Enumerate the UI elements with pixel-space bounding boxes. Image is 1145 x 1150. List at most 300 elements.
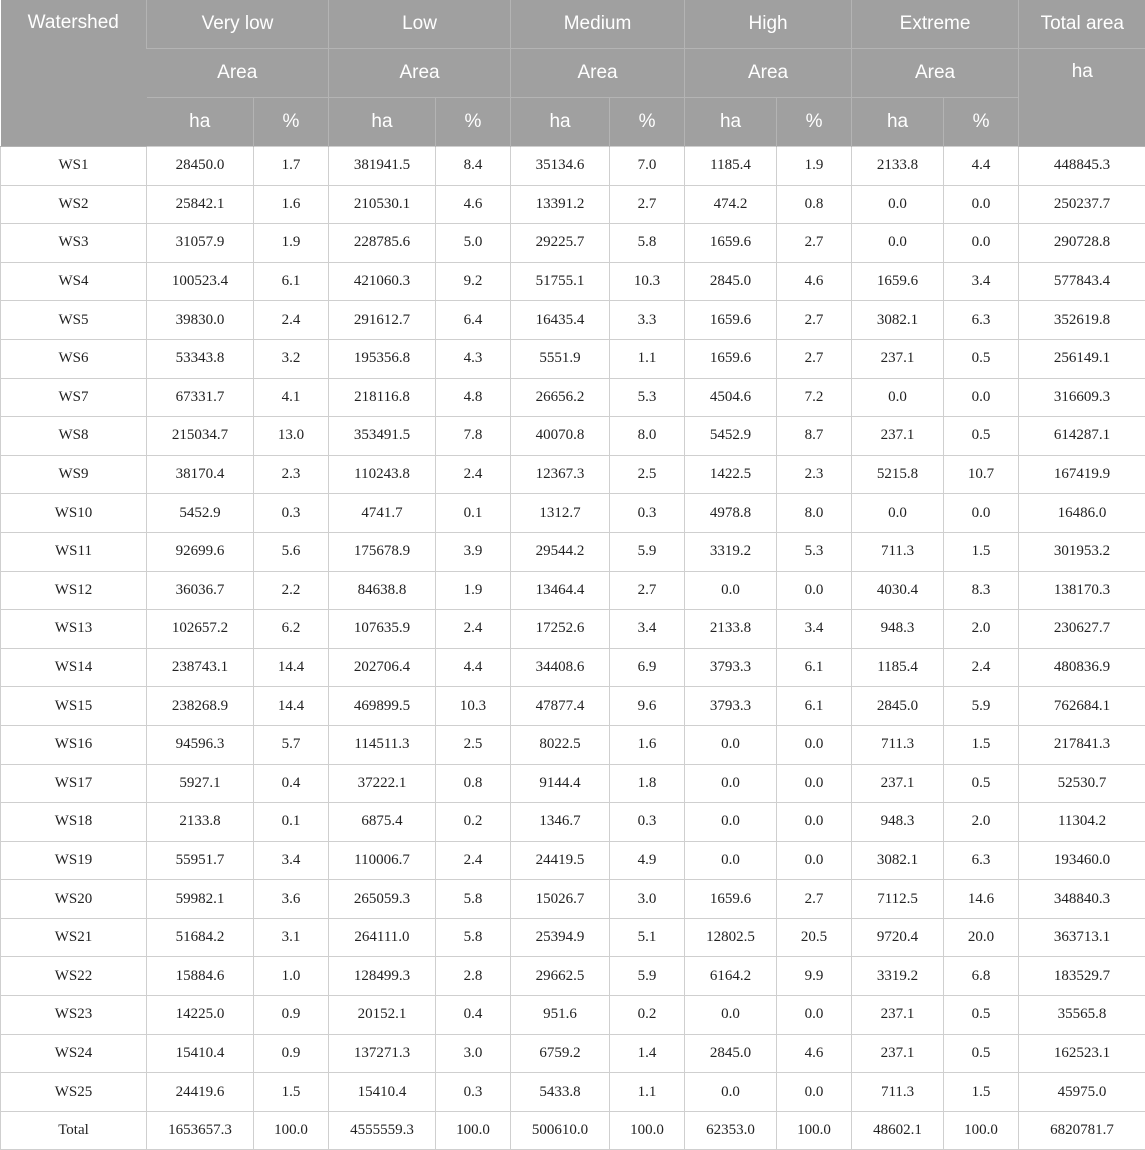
table-cell: 0.0 — [944, 378, 1019, 417]
table-cell: 614287.1 — [1019, 417, 1145, 456]
table-cell: 0.0 — [685, 996, 777, 1035]
table-cell: 0.4 — [254, 764, 329, 803]
table-cell: 1659.6 — [852, 262, 944, 301]
table-cell: 3082.1 — [852, 301, 944, 340]
table-cell: 951.6 — [511, 996, 610, 1035]
col-header-low: Low — [329, 0, 511, 49]
table-cell: 3793.3 — [685, 687, 777, 726]
table-cell: 47877.4 — [511, 687, 610, 726]
table-cell: 1653657.3 — [147, 1111, 254, 1150]
table-cell: 15884.6 — [147, 957, 254, 996]
table-cell: 5.9 — [944, 687, 1019, 726]
table-cell: 38170.4 — [147, 455, 254, 494]
table-cell: 8.0 — [777, 494, 852, 533]
table-cell: 1.5 — [944, 725, 1019, 764]
watershed-cell: WS25 — [1, 1073, 147, 1112]
table-cell: 9144.4 — [511, 764, 610, 803]
table-cell: 1659.6 — [685, 224, 777, 263]
table-cell: 9.2 — [436, 262, 511, 301]
table-cell: 218116.8 — [329, 378, 436, 417]
table-cell: 3.1 — [254, 918, 329, 957]
table-cell: 4.9 — [610, 841, 685, 880]
table-cell: 291612.7 — [329, 301, 436, 340]
table-cell: 24419.5 — [511, 841, 610, 880]
table-cell: 3.4 — [944, 262, 1019, 301]
table-cell: 4.8 — [436, 378, 511, 417]
table-cell: 10.3 — [436, 687, 511, 726]
table-cell: 26656.2 — [511, 378, 610, 417]
unit-ha: ha — [852, 98, 944, 147]
table-cell: 265059.3 — [329, 880, 436, 919]
table-cell: 2.2 — [254, 571, 329, 610]
table-cell: 8.4 — [436, 147, 511, 186]
table-cell: 469899.5 — [329, 687, 436, 726]
table-cell: 0.0 — [777, 841, 852, 880]
table-cell: 24419.6 — [147, 1073, 254, 1112]
table-cell: 0.9 — [254, 996, 329, 1035]
table-cell: 5.9 — [610, 532, 685, 571]
table-cell: 5.8 — [610, 224, 685, 263]
watershed-cell: WS7 — [1, 378, 147, 417]
table-cell: 2.4 — [436, 455, 511, 494]
header-row-area — [1, 49, 1145, 98]
table-cell: 2.5 — [436, 725, 511, 764]
table-cell: 0.0 — [944, 224, 1019, 263]
table-cell: 102657.2 — [147, 610, 254, 649]
table-cell: 0.3 — [610, 803, 685, 842]
table-cell: 0.5 — [944, 764, 1019, 803]
area-label: Area — [147, 49, 329, 98]
table-cell: 17252.6 — [511, 610, 610, 649]
table-row — [1, 648, 1145, 687]
table-cell: 193460.0 — [1019, 841, 1145, 880]
table-cell: 0.2 — [610, 996, 685, 1035]
table-cell: 316609.3 — [1019, 378, 1145, 417]
table-cell: 12367.3 — [511, 455, 610, 494]
table-cell: 29225.7 — [511, 224, 610, 263]
table-cell: 2.7 — [777, 339, 852, 378]
table-cell: 3.2 — [254, 339, 329, 378]
table-cell: 110006.7 — [329, 841, 436, 880]
table-cell: 2845.0 — [685, 262, 777, 301]
table-cell: 7.2 — [777, 378, 852, 417]
table-cell: 1.5 — [944, 532, 1019, 571]
table-cell: 15026.7 — [511, 880, 610, 919]
table-row — [1, 957, 1145, 996]
table-cell: 3319.2 — [852, 957, 944, 996]
table-cell: 53343.8 — [147, 339, 254, 378]
table-cell: 100.0 — [436, 1111, 511, 1150]
table-cell: 6.3 — [944, 301, 1019, 340]
table-cell: 6.3 — [944, 841, 1019, 880]
table-cell: 67331.7 — [147, 378, 254, 417]
unit-percent: % — [436, 98, 511, 147]
table-cell: 0.8 — [436, 764, 511, 803]
table-cell: 237.1 — [852, 996, 944, 1035]
watershed-cell: WS2 — [1, 185, 147, 224]
table-row — [1, 147, 1145, 186]
table-cell: 2.7 — [777, 301, 852, 340]
table-cell: 6.1 — [777, 687, 852, 726]
table-cell: 237.1 — [852, 1034, 944, 1073]
table-cell: 230627.7 — [1019, 610, 1145, 649]
table-cell: 100.0 — [610, 1111, 685, 1150]
table-cell: 55951.7 — [147, 841, 254, 880]
table-cell: 0.3 — [254, 494, 329, 533]
watershed-cell: WS23 — [1, 996, 147, 1035]
table-cell: 0.3 — [610, 494, 685, 533]
table-cell: 0.3 — [436, 1073, 511, 1112]
table-cell: 238743.1 — [147, 648, 254, 687]
table-row — [1, 1034, 1145, 1073]
total-unit-label: ha — [1019, 49, 1145, 147]
watershed-cell: WS24 — [1, 1034, 147, 1073]
table-cell: 25394.9 — [511, 918, 610, 957]
table-header — [1, 0, 1145, 147]
table-cell: 4030.4 — [852, 571, 944, 610]
table-cell: 138170.3 — [1019, 571, 1145, 610]
table-cell: 237.1 — [852, 764, 944, 803]
table-cell: 5.7 — [254, 725, 329, 764]
col-header-extreme: Extreme — [852, 0, 1019, 49]
watershed-cell: WS17 — [1, 764, 147, 803]
table-cell: 5.1 — [610, 918, 685, 957]
table-cell: 20152.1 — [329, 996, 436, 1035]
table-row — [1, 494, 1145, 533]
table-cell: 1.9 — [436, 571, 511, 610]
table-cell: 474.2 — [685, 185, 777, 224]
table-cell: 0.0 — [852, 494, 944, 533]
table-cell: 0.0 — [944, 185, 1019, 224]
table-cell: 0.5 — [944, 996, 1019, 1035]
table-row — [1, 841, 1145, 880]
table-row — [1, 610, 1145, 649]
table-cell: 237.1 — [852, 417, 944, 456]
table-cell: 0.0 — [685, 841, 777, 880]
watershed-cell: WS3 — [1, 224, 147, 263]
table-cell: 2133.8 — [147, 803, 254, 842]
table-cell: 0.1 — [436, 494, 511, 533]
table-cell: 5.8 — [436, 918, 511, 957]
table-cell: 1185.4 — [852, 648, 944, 687]
watershed-cell: WS14 — [1, 648, 147, 687]
table-row — [1, 224, 1145, 263]
table-cell: 13464.4 — [511, 571, 610, 610]
table-cell: 210530.1 — [329, 185, 436, 224]
total-row — [1, 1111, 1145, 1150]
table-cell: 0.2 — [436, 803, 511, 842]
table-cell: 0.0 — [777, 996, 852, 1035]
area-label: Area — [852, 49, 1019, 98]
table-cell: 7.8 — [436, 417, 511, 456]
table-cell: 4.1 — [254, 378, 329, 417]
table-cell: 29544.2 — [511, 532, 610, 571]
watershed-cell: WS11 — [1, 532, 147, 571]
table-cell: 0.0 — [777, 1073, 852, 1112]
unit-ha: ha — [685, 98, 777, 147]
table-cell: 2.4 — [254, 301, 329, 340]
table-cell: 2.0 — [944, 803, 1019, 842]
table-cell: 16486.0 — [1019, 494, 1145, 533]
table-cell: 0.0 — [685, 1073, 777, 1112]
table-cell: 2.5 — [610, 455, 685, 494]
table-row — [1, 996, 1145, 1035]
table-cell: 6164.2 — [685, 957, 777, 996]
table-cell: 10.3 — [610, 262, 685, 301]
table-cell: 175678.9 — [329, 532, 436, 571]
table-cell: 7112.5 — [852, 880, 944, 919]
table-cell: 2.4 — [944, 648, 1019, 687]
table-cell: 3.0 — [610, 880, 685, 919]
table-cell: 4.6 — [436, 185, 511, 224]
watershed-cell: WS21 — [1, 918, 147, 957]
table-cell: 0.5 — [944, 1034, 1019, 1073]
table-cell: 59982.1 — [147, 880, 254, 919]
table-cell: 16435.4 — [511, 301, 610, 340]
table-cell: 352619.8 — [1019, 301, 1145, 340]
table-cell: 183529.7 — [1019, 957, 1145, 996]
table-cell: 5452.9 — [685, 417, 777, 456]
table-cell: 1.5 — [944, 1073, 1019, 1112]
table-cell: 0.0 — [777, 725, 852, 764]
table-cell: 28450.0 — [147, 147, 254, 186]
watershed-cell: WS5 — [1, 301, 147, 340]
table-cell: 167419.9 — [1019, 455, 1145, 494]
table-cell: 6.1 — [254, 262, 329, 301]
table-cell: 20.5 — [777, 918, 852, 957]
table-cell: 29662.5 — [511, 957, 610, 996]
table-cell: 4741.7 — [329, 494, 436, 533]
table-cell: 92699.6 — [147, 532, 254, 571]
table-cell: 215034.7 — [147, 417, 254, 456]
table-cell: 1.6 — [610, 725, 685, 764]
table-cell: 6.2 — [254, 610, 329, 649]
table-cell: 1.9 — [254, 224, 329, 263]
table-cell: 37222.1 — [329, 764, 436, 803]
table-cell: 5452.9 — [147, 494, 254, 533]
table-cell: 711.3 — [852, 725, 944, 764]
table-row — [1, 803, 1145, 842]
unit-ha: ha — [329, 98, 436, 147]
table-cell: 0.0 — [777, 571, 852, 610]
table-cell: 5.3 — [777, 532, 852, 571]
table-cell: 9.6 — [610, 687, 685, 726]
watershed-cell: WS18 — [1, 803, 147, 842]
table-cell: 0.0 — [685, 803, 777, 842]
table-cell: 6.4 — [436, 301, 511, 340]
table-cell: 195356.8 — [329, 339, 436, 378]
table-cell: 52530.7 — [1019, 764, 1145, 803]
table-cell: 2.7 — [610, 185, 685, 224]
table-cell: 0.0 — [852, 224, 944, 263]
table-cell: 448845.3 — [1019, 147, 1145, 186]
table-cell: 421060.3 — [329, 262, 436, 301]
table-cell: 8.0 — [610, 417, 685, 456]
table-cell: 202706.4 — [329, 648, 436, 687]
table-cell: 577843.4 — [1019, 262, 1145, 301]
table-cell: 6759.2 — [511, 1034, 610, 1073]
table-cell: 4504.6 — [685, 378, 777, 417]
table-cell: 348840.3 — [1019, 880, 1145, 919]
watershed-cell: WS10 — [1, 494, 147, 533]
table-body — [1, 147, 1145, 1150]
table-cell: 290728.8 — [1019, 224, 1145, 263]
table-row — [1, 455, 1145, 494]
table-cell: 2133.8 — [685, 610, 777, 649]
table-cell: 51755.1 — [511, 262, 610, 301]
table-cell: 0.0 — [777, 803, 852, 842]
col-header-watershed: Watershed — [1, 0, 147, 147]
table-cell: 381941.5 — [329, 147, 436, 186]
table-cell: 2.7 — [610, 571, 685, 610]
table-cell: 14.6 — [944, 880, 1019, 919]
table-cell: 15410.4 — [329, 1073, 436, 1112]
watershed-cell: WS12 — [1, 571, 147, 610]
table-cell: 6.8 — [944, 957, 1019, 996]
table-cell: 14225.0 — [147, 996, 254, 1035]
table-cell: 1.6 — [254, 185, 329, 224]
table-cell: 1.1 — [610, 339, 685, 378]
table-cell: 3793.3 — [685, 648, 777, 687]
header-row-categories — [1, 0, 1145, 49]
table-cell: 3082.1 — [852, 841, 944, 880]
table-cell: 2.7 — [777, 224, 852, 263]
table-cell: 2.7 — [777, 880, 852, 919]
table-cell: 1422.5 — [685, 455, 777, 494]
table-cell: 14.4 — [254, 648, 329, 687]
table-cell: 40070.8 — [511, 417, 610, 456]
table-cell: 0.1 — [254, 803, 329, 842]
table-row — [1, 378, 1145, 417]
table-cell: 6.9 — [610, 648, 685, 687]
table-cell: 9.9 — [777, 957, 852, 996]
table-cell: 100.0 — [254, 1111, 329, 1150]
unit-ha: ha — [511, 98, 610, 147]
table-row — [1, 764, 1145, 803]
table-cell: 1.8 — [610, 764, 685, 803]
table-cell: 8.3 — [944, 571, 1019, 610]
table-cell: 5551.9 — [511, 339, 610, 378]
unit-ha: ha — [147, 98, 254, 147]
table-cell: 20.0 — [944, 918, 1019, 957]
table-cell: 0.8 — [777, 185, 852, 224]
table-cell: 237.1 — [852, 339, 944, 378]
table-cell: 762684.1 — [1019, 687, 1145, 726]
unit-percent: % — [610, 98, 685, 147]
table-cell: 0.5 — [944, 339, 1019, 378]
table-cell: 5.6 — [254, 532, 329, 571]
table-cell: 1659.6 — [685, 339, 777, 378]
table-cell: 480836.9 — [1019, 648, 1145, 687]
table-cell: 0.0 — [685, 764, 777, 803]
table-row — [1, 262, 1145, 301]
table-cell: 4.6 — [777, 262, 852, 301]
table-cell: 353491.5 — [329, 417, 436, 456]
table-cell: 13391.2 — [511, 185, 610, 224]
table-cell: 301953.2 — [1019, 532, 1145, 571]
table-cell: 5.9 — [610, 957, 685, 996]
table-cell: 34408.6 — [511, 648, 610, 687]
table-row — [1, 339, 1145, 378]
table-cell: 8.7 — [777, 417, 852, 456]
table-cell: 94596.3 — [147, 725, 254, 764]
table-cell: 238268.9 — [147, 687, 254, 726]
table-cell: 2.3 — [254, 455, 329, 494]
table-row — [1, 532, 1145, 571]
table-cell: 0.5 — [944, 417, 1019, 456]
table-cell: 110243.8 — [329, 455, 436, 494]
table-cell: 12802.5 — [685, 918, 777, 957]
table-cell: 0.0 — [944, 494, 1019, 533]
table-cell: 1185.4 — [685, 147, 777, 186]
table-cell: 107635.9 — [329, 610, 436, 649]
table-cell: 1.4 — [610, 1034, 685, 1073]
table-cell: 1.1 — [610, 1073, 685, 1112]
col-header-very-low: Very low — [147, 0, 329, 49]
table-cell: 1.7 — [254, 147, 329, 186]
table-cell: 3.4 — [777, 610, 852, 649]
table-cell: 5.3 — [610, 378, 685, 417]
table-cell: 2.3 — [777, 455, 852, 494]
table-cell: 256149.1 — [1019, 339, 1145, 378]
table-cell: 4.4 — [944, 147, 1019, 186]
table-cell: 2.4 — [436, 841, 511, 880]
table-cell: 137271.3 — [329, 1034, 436, 1073]
table-row — [1, 185, 1145, 224]
table-cell: 9720.4 — [852, 918, 944, 957]
table-row — [1, 880, 1145, 919]
table-cell: 5433.8 — [511, 1073, 610, 1112]
table-cell: 7.0 — [610, 147, 685, 186]
table-cell: 62353.0 — [685, 1111, 777, 1150]
table-cell: 5927.1 — [147, 764, 254, 803]
header-row-units — [1, 98, 1145, 147]
table-row — [1, 417, 1145, 456]
table-cell: 10.7 — [944, 455, 1019, 494]
table-cell: 711.3 — [852, 532, 944, 571]
table-cell: 1.9 — [777, 147, 852, 186]
table-cell: 948.3 — [852, 803, 944, 842]
table-cell: 36036.7 — [147, 571, 254, 610]
table-cell: 6875.4 — [329, 803, 436, 842]
table-cell: 363713.1 — [1019, 918, 1145, 957]
table-row — [1, 918, 1145, 957]
table-cell: 2133.8 — [852, 147, 944, 186]
watershed-cell: WS22 — [1, 957, 147, 996]
watershed-cell: WS19 — [1, 841, 147, 880]
table-cell: 1.5 — [254, 1073, 329, 1112]
table-cell: 0.0 — [685, 571, 777, 610]
unit-percent: % — [777, 98, 852, 147]
table-cell: 1659.6 — [685, 880, 777, 919]
table-cell: 2845.0 — [685, 1034, 777, 1073]
table-cell: 25842.1 — [147, 185, 254, 224]
table-cell: 3.3 — [610, 301, 685, 340]
table-cell: 6.1 — [777, 648, 852, 687]
area-label: Area — [685, 49, 852, 98]
area-label: Area — [329, 49, 511, 98]
table-cell: 3319.2 — [685, 532, 777, 571]
table-cell: 3.9 — [436, 532, 511, 571]
table-cell: 217841.3 — [1019, 725, 1145, 764]
table-cell: 711.3 — [852, 1073, 944, 1112]
table-cell: 31057.9 — [147, 224, 254, 263]
table-cell: 51684.2 — [147, 918, 254, 957]
table-cell: 15410.4 — [147, 1034, 254, 1073]
table-cell: 162523.1 — [1019, 1034, 1145, 1073]
table-cell: 0.4 — [436, 996, 511, 1035]
watershed-cell: WS8 — [1, 417, 147, 456]
